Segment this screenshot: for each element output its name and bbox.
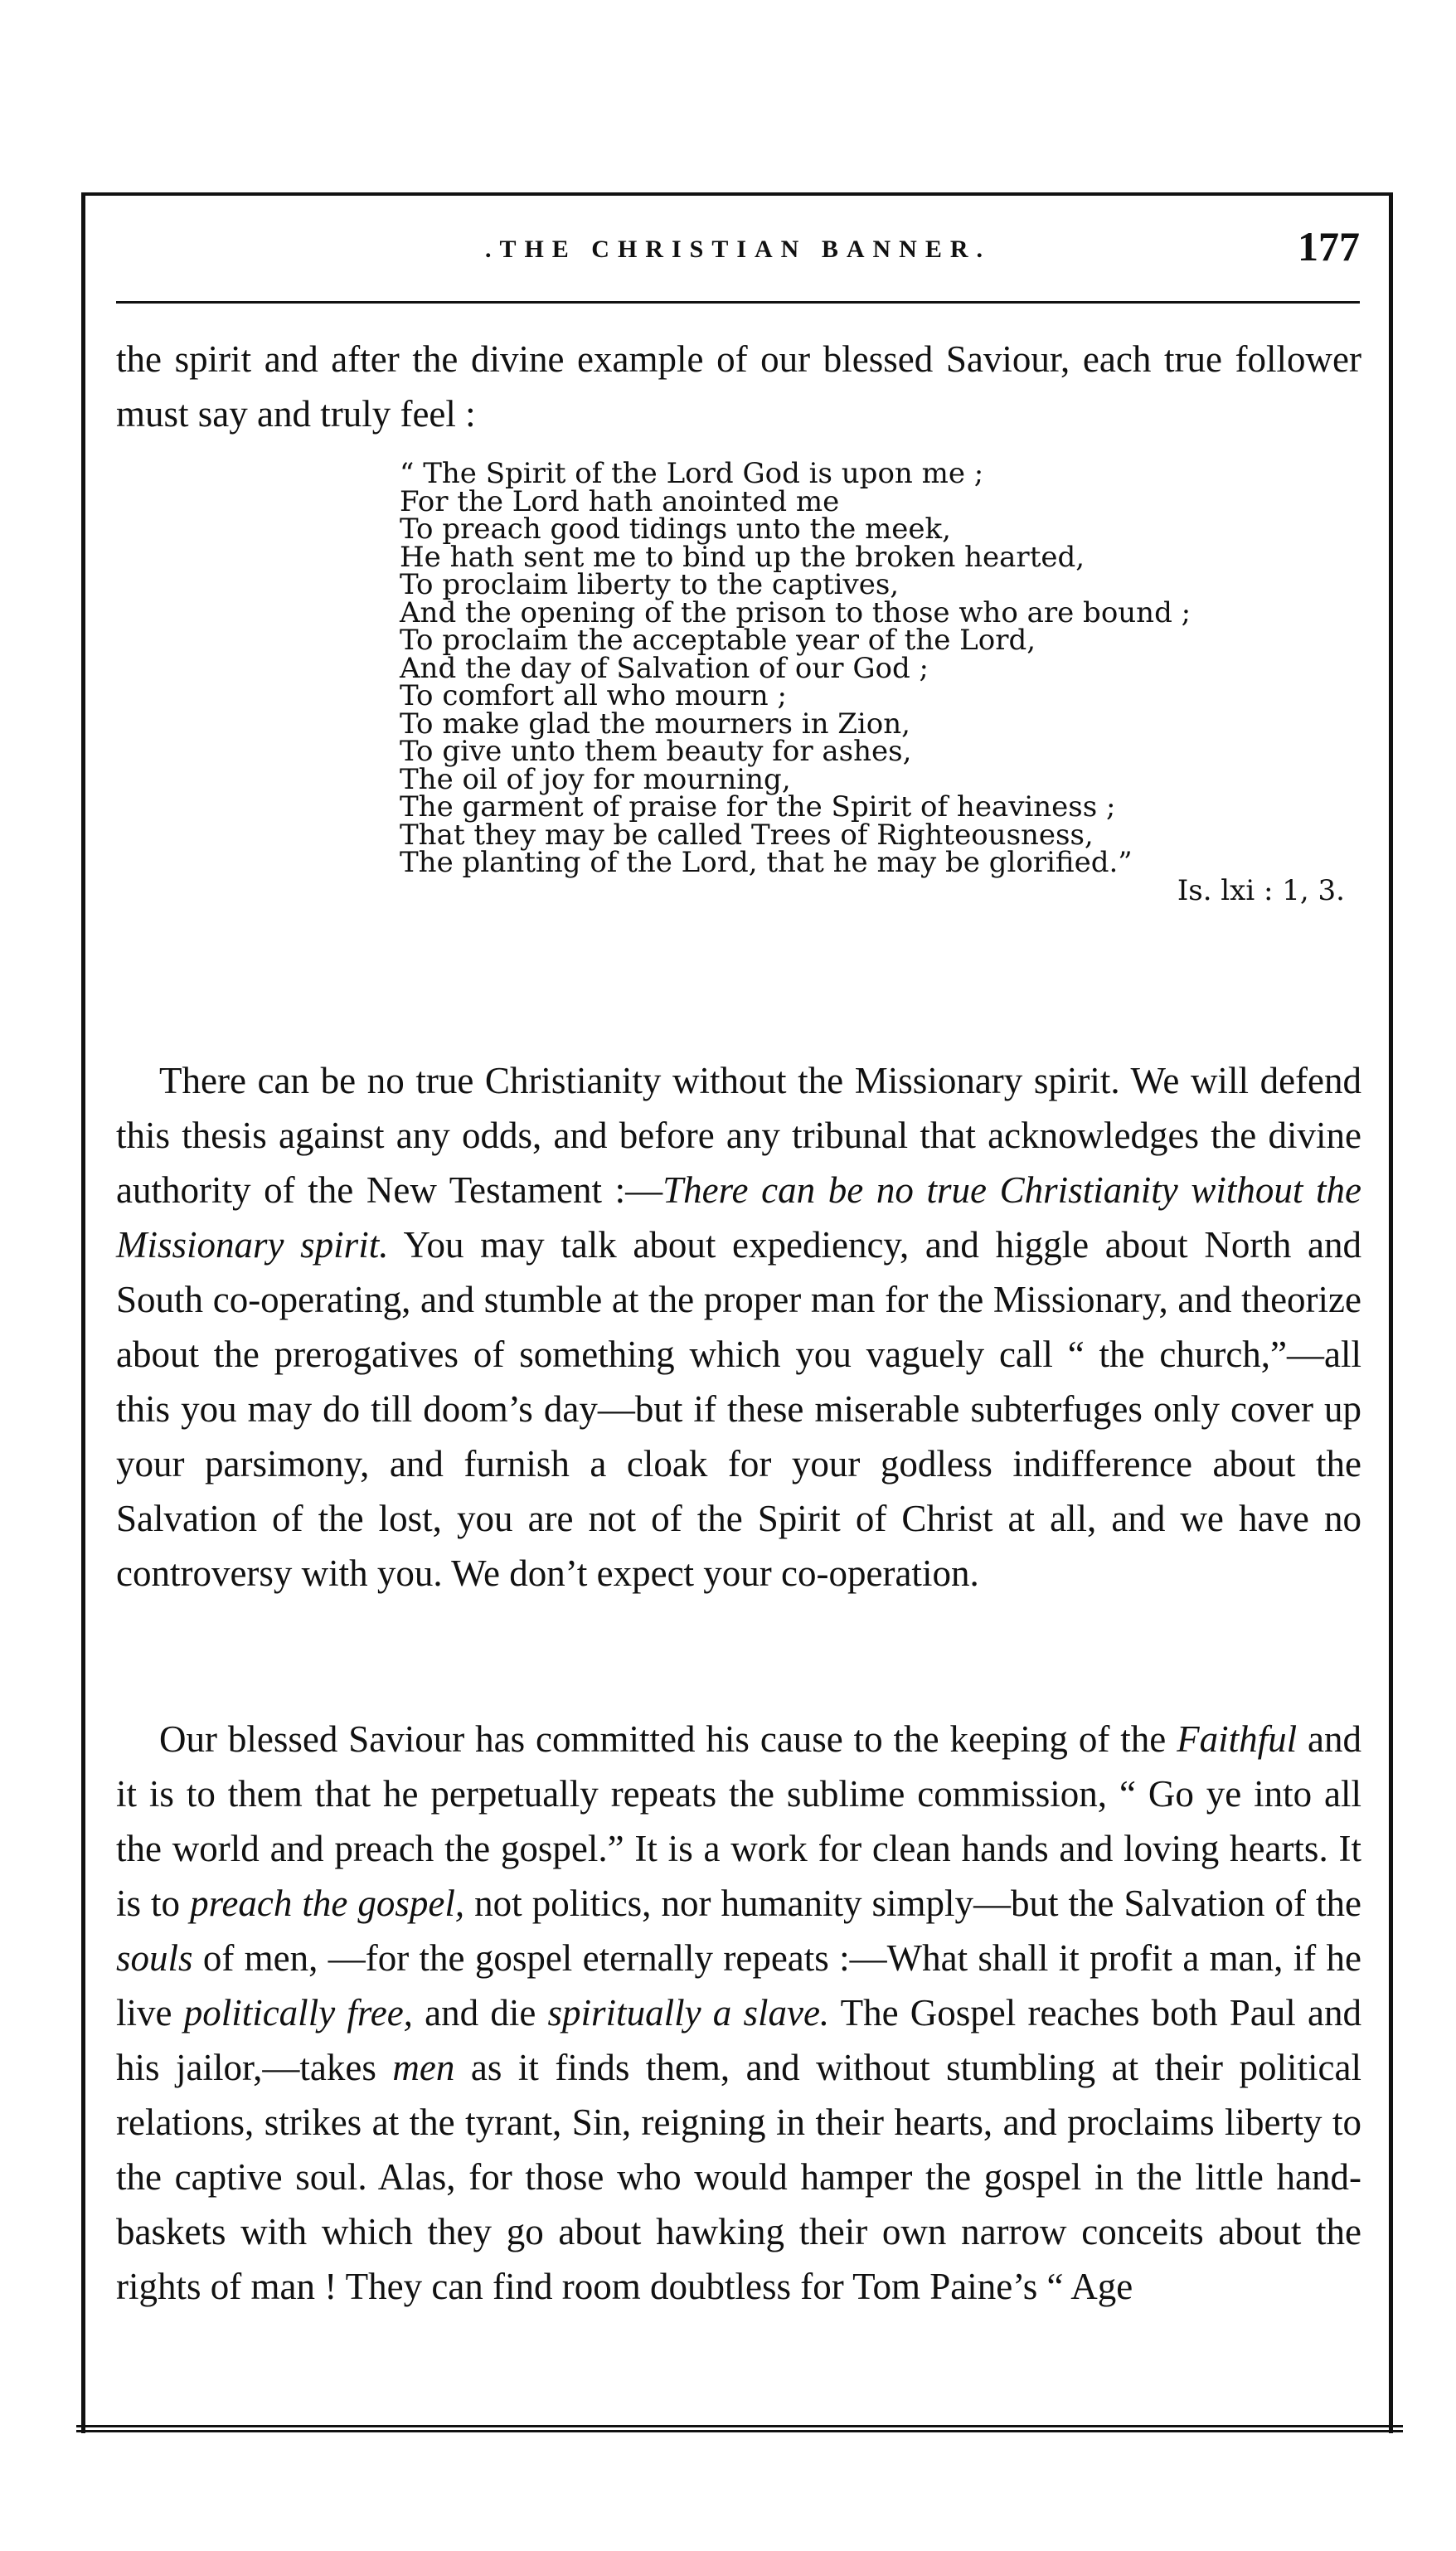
italic-run: preach the gospel, <box>190 1883 465 1924</box>
verse-line: “ The Spirit of the Lord God is upon me ; <box>400 457 984 490</box>
italic-run: souls <box>116 1937 193 1979</box>
verse-line: That they may be called Trees of Righteousness, <box>400 818 1094 852</box>
verse-line: For the Lord hath anointed me <box>400 484 840 518</box>
verse-line: The planting of the Lord, that he may be glorified.” <box>400 846 1133 879</box>
verse-line: To comfort all who mourn ; <box>400 679 787 712</box>
verse-line: To make glad the mourners in Zion, <box>400 707 910 741</box>
verse-line: And the day of Salvation of our God ; <box>400 651 929 685</box>
verse-line: The garment of praise for the Spirit of heaviness ; <box>400 790 1116 824</box>
verse-line: The oil of joy for mourning, <box>400 762 791 796</box>
running-title: .THE CHRISTIAN BANNER. <box>484 236 992 263</box>
scripture-quote <box>400 457 1361 907</box>
text-run: There can be no true Christianity without the Missionary spirit. We will defend this thesis against any odds, and before any tribunal that acknowledges the divine authority of the New Testament :— <box>116 1060 1361 1211</box>
saviour-paragraph <box>116 1712 1361 2314</box>
page-header <box>116 222 1360 272</box>
verse-line: And the opening of the prison to those who are bound ; <box>400 595 1191 629</box>
verse-line: To preach good tidings unto the meek, <box>400 513 951 546</box>
verse-line: To proclaim the acceptable year of the Lord, <box>400 624 1036 657</box>
scripture-citation: Is. lxi : 1, 3. <box>1177 873 1345 907</box>
text-run: as it finds them, and without stumbling at their political relations, strikes at the tyrant, Sin, reigning in their hearts, and proclaims liberty to the captive soul. Alas, for those who would hamper the gospel in the little hand-baskets with which they go about hawking their own narrow conceits about the rights of man ! They can find room doubtless for Tom Paine’s “ Age <box>116 2047 1361 2307</box>
opening-paragraph <box>116 332 1361 441</box>
italic-run: spiritually a slave. <box>547 1992 830 2034</box>
opening-text: the spirit and after the divine example of our blessed Saviour, each true follower must say and truly feel : <box>116 338 1361 435</box>
bottom-rule <box>76 2425 1403 2432</box>
italic-run: There can be no true Christianity without the Missionary spirit. <box>116 1169 1361 1266</box>
text-run: and die <box>412 1992 548 2034</box>
italic-run: politically free, <box>183 1992 413 2034</box>
text-run: of men, —for the gospel eternally repeats :—What shall it profit a man, if he live <box>116 1937 1361 2034</box>
text-run: Our blessed Saviour has committed his cause to the keeping of the <box>159 1718 1177 1760</box>
verse-line: He hath sent me to bind up the broken hearted, <box>400 540 1085 574</box>
italic-run: men <box>392 2047 455 2088</box>
page-number: 177 <box>1298 223 1360 270</box>
text-run: and it is to them that he perpetually repeats the sublime commission, “ Go ye into all the world and preach the gospel.” It is a work for clean hands and loving hearts. It is to <box>116 1718 1361 1924</box>
text-run: not politics, nor humanity simply—but the Salvation of the <box>464 1883 1361 1924</box>
text-run: You may talk about expediency, and higgle about North and South co-operating, and stumble at the proper man for the Missionary, and theorize about the prerogatives of something which you vaguely call “ the church,”—all this you may do till doom’s day—but if these miserable subterfuges only cover up your parsimony, and furnish a cloak for your godless indifference about the Salvation of the lost, you are not of the Spirit of Christ at all, and we have no controversy with you. We don’t expect your co-operation. <box>116 1224 1361 1594</box>
verse-line: To proclaim liberty to the captives, <box>400 568 900 601</box>
text-run: The Gospel reaches both Paul and his jailor,—takes <box>116 1992 1361 2088</box>
header-rule <box>116 301 1360 304</box>
verse-line: To give unto them beauty for ashes, <box>400 735 912 768</box>
italic-run: Faithful <box>1177 1718 1298 1760</box>
missionary-paragraph <box>116 1053 1361 1601</box>
